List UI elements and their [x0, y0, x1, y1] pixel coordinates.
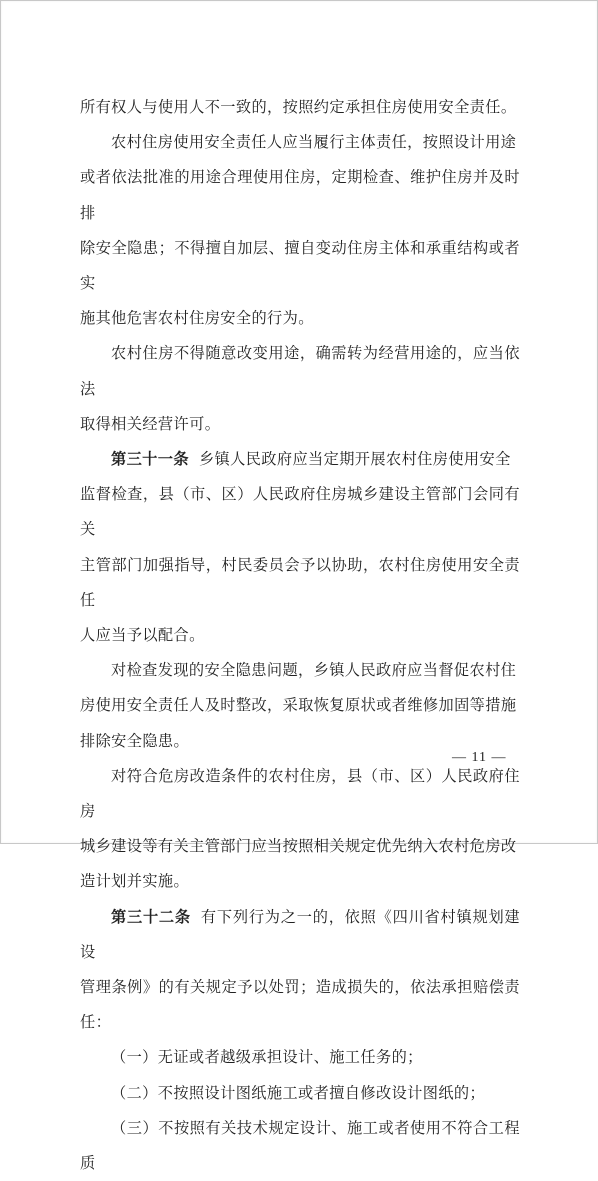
text-line [80, 970, 520, 1040]
text-line [80, 1040, 520, 1075]
text-line [80, 442, 520, 477]
text-line [80, 688, 520, 723]
line-text: 施其他危害农村住房安全的行为。 [80, 309, 314, 328]
line-text: 所有权人与使用人不一致的，按照约定承担住房使用安全责任。 [80, 98, 517, 116]
text-line [80, 407, 520, 442]
text-line [80, 829, 520, 864]
line-text: 排除安全隐患。 [80, 731, 190, 750]
line-text: （一）无证或者越级承担设计、施工任务的； [111, 1048, 423, 1067]
document-body [80, 90, 520, 1181]
text-line [80, 231, 520, 301]
line-text: 主管部门加强指导，村民委员会予以协助，农村住房使用安全责任 [80, 555, 520, 609]
text-line [80, 1111, 520, 1181]
text-line [80, 90, 520, 125]
line-text: 对检查发现的安全隐患问题，乡镇人民政府应当督促农村住 [111, 661, 517, 680]
line-text: 监督检查，县（市、区）人民政府住房城乡建设主管部门会同有关 [80, 485, 520, 539]
paragraph [80, 900, 520, 1041]
paragraph [80, 90, 520, 125]
line-text: （二）不按照设计图纸施工或者擅自修改设计图纸的； [111, 1083, 486, 1102]
line-text: 城乡建设等有关主管部门应当按照相关规定优先纳入农村危房改 [80, 837, 517, 856]
paragraph [80, 653, 520, 759]
paragraph [80, 1111, 520, 1181]
text-line [80, 301, 520, 336]
text-line [80, 618, 520, 653]
page-number: — 11 — [452, 750, 507, 765]
line-text: 乡镇人民政府应当定期开展农村住房使用安全 [198, 450, 511, 469]
paragraph [80, 1076, 520, 1111]
text-line [80, 1076, 520, 1111]
line-text: 农村住房不得随意改变用途，确需转为经营用途的，应当依法 [80, 344, 520, 398]
paragraph [80, 442, 520, 653]
paragraph [80, 336, 520, 442]
text-line [80, 548, 520, 618]
line-text: （三）不按照有关技术规定设计、施工或者使用不符合工程质 [80, 1118, 520, 1173]
line-text: 管理条例》的有关规定予以处罚；造成损失的，依法承担赔偿责任： [80, 978, 520, 1032]
text-line [80, 864, 520, 899]
line-text: 农村住房使用安全责任人应当履行主体责任，按照设计用途 [111, 133, 517, 152]
text-line [80, 759, 520, 829]
line-text: 取得相关经营许可。 [80, 414, 221, 433]
text-line [80, 336, 520, 406]
text-line [80, 900, 520, 970]
paragraph [80, 759, 520, 900]
line-text: 除安全隐患；不得擅自加层、擅自变动住房主体和承重结构或者实 [80, 238, 520, 293]
article-heading: 第三十二条 [111, 907, 191, 926]
text-line [80, 653, 520, 688]
paragraph [80, 1040, 520, 1075]
text-line [80, 160, 520, 230]
line-text: 有下列行为之一的，依照《四川省村镇规划建设 [80, 907, 521, 961]
article-heading: 第三十一条 [111, 450, 189, 469]
line-text: 造计划并实施。 [80, 872, 190, 891]
line-text: 房使用安全责任人及时整改，采取恢复原状或者维修加固等措施 [80, 696, 517, 715]
line-text: 或者依法批准的用途合理使用住房，定期检查、维护住房并及时排 [80, 168, 520, 222]
paragraph [80, 125, 520, 336]
text-line [80, 477, 520, 547]
text-line [80, 125, 520, 160]
line-text: 对符合危房改造条件的农村住房，县（市、区）人民政府住房 [80, 766, 520, 821]
line-text: 人应当予以配合。 [80, 626, 205, 645]
